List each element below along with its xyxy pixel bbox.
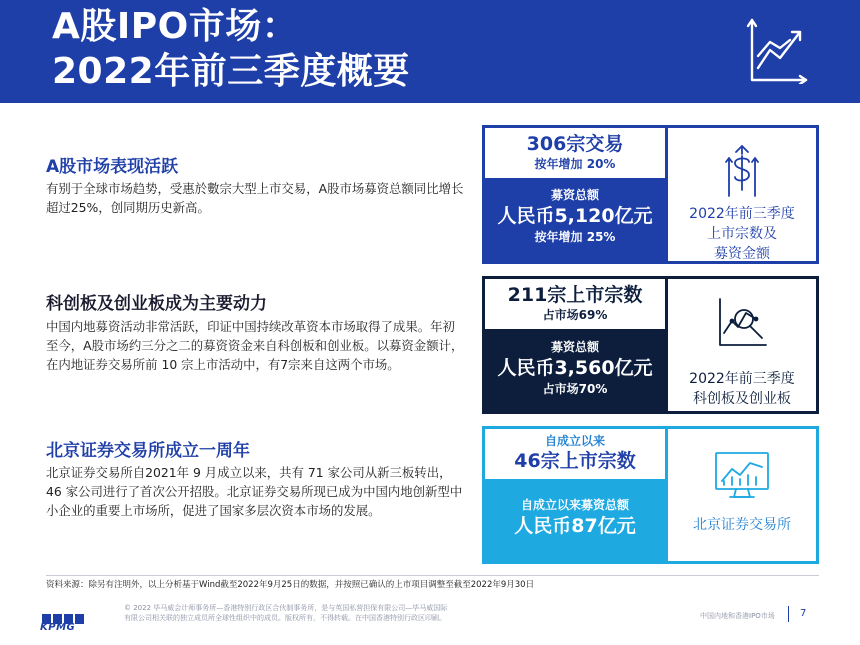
stat-card-bse	[482, 426, 819, 564]
footer-divider	[46, 575, 819, 576]
footer-separator	[788, 606, 789, 622]
page-title	[52, 4, 410, 94]
section-body-bse: 北京证券交易所自2021年 9 月成立以来，共有 71 家公司从新三板转出，46 家公司进行了首次公开招股。北京证券交易所现已成为中国内地创新型中小企业的重要上市场所，促进了国家多层次资本市场的发展。	[46, 465, 463, 518]
caption-line-2: 上市宗数及	[707, 226, 777, 242]
caption-line-1: 北京证券交易所	[693, 517, 791, 533]
since-founding-label: 自成立以来	[544, 434, 605, 448]
section-title-bse: 北京证券交易所成立一周年	[46, 441, 250, 461]
stat-card-caption	[665, 279, 816, 411]
stat-card-left	[485, 429, 665, 561]
section-body-star-market: 中国内地募资活动非常活跃，印证中国持续改革资本市场取得了成果。年初至今，A股市场约三分之二的募资资金来自科创板和创业板。以募资金额计，在内地证券交易所前 10 宗上市活动中，有7宗来自这两个市场。	[46, 319, 464, 372]
stat-card-top	[485, 279, 665, 329]
funds-label: 募资总额	[550, 340, 599, 354]
caption-line-3: 募资金额	[714, 246, 770, 262]
stat-card-bottom	[485, 178, 665, 261]
funds-label: 募资总额	[550, 188, 599, 202]
funds-value: 人民币5,120亿元	[497, 205, 653, 227]
listing-count: 46宗上市宗数	[514, 450, 636, 472]
source-note: 资料来源：除另有注明外，以上分析基于Wind截至2022年9月25日的数据，并按照已确认的上市项目调整至截至2022年9月30日	[46, 580, 535, 590]
title-line-1: A股IPO市场：	[52, 6, 299, 47]
copyright-line-2: 有限公司相关联的独立成员所全球性组织中的成员。版权所有，不得转载。在中国香港特别行政区印刷。	[124, 614, 446, 622]
caption-text	[668, 204, 816, 264]
funds-value: 人民币3,560亿元	[497, 357, 653, 379]
dollar-growth-icon	[725, 144, 759, 198]
funds-label: 自成立以来募资总额	[520, 498, 629, 512]
caption-line-2: 科创板及创业板	[693, 391, 791, 407]
section-title-a-share: A股市场表现活跃	[46, 157, 179, 177]
caption-text	[668, 369, 816, 409]
funds-growth: 按年增加 25%	[534, 230, 616, 244]
stat-card-caption	[665, 128, 816, 261]
monitor-chart-icon	[714, 451, 770, 501]
funds-share: 占市场70%	[542, 382, 608, 396]
stat-card-bottom	[485, 329, 665, 411]
rising-chart-icon	[746, 18, 808, 84]
kpmg-logo	[40, 610, 90, 632]
deal-growth: 按年增加 20%	[534, 157, 616, 171]
section-title-star-market: 科创板及创业板成为主要动力	[46, 294, 267, 314]
stat-card-left	[485, 279, 665, 411]
funds-value: 人民币87亿元	[514, 515, 636, 537]
section-body-a-share: 有别于全球市场趋势，受惠於數宗大型上市交易，A股市场募资总额同比增长超过25%，创同期历史新高。	[46, 181, 464, 215]
caption-text	[668, 515, 816, 535]
stat-card-caption	[665, 429, 816, 561]
stat-card-top	[485, 429, 665, 479]
listing-share: 占市场69%	[542, 308, 608, 322]
page-number: 7	[800, 608, 807, 619]
title-line-2: 2022年前三季度概要	[52, 51, 410, 92]
deal-count: 306宗交易	[526, 133, 624, 155]
footer-report-name: 中国内地和香港IPO市场	[700, 612, 775, 620]
caption-line-1: 2022年前三季度	[689, 206, 795, 222]
stat-card-top	[485, 128, 665, 178]
stat-card-left	[485, 128, 665, 261]
copyright-line-1: © 2022 毕马威会计师事务所—香港特别行政区合伙制事务所，是与英国私营担保有限公司—毕马威国际	[124, 604, 448, 612]
kpmg-logo-text: KPMG	[40, 622, 76, 633]
chart-magnifier-icon	[716, 297, 768, 349]
stat-card-bottom	[485, 479, 665, 561]
stat-card-a-share	[482, 125, 819, 264]
copyright-text	[124, 603, 504, 623]
listing-count: 211宗上市宗数	[507, 284, 643, 306]
caption-line-1: 2022年前三季度	[689, 371, 795, 387]
stat-card-star-chinext	[482, 276, 819, 414]
header-banner	[0, 0, 860, 103]
